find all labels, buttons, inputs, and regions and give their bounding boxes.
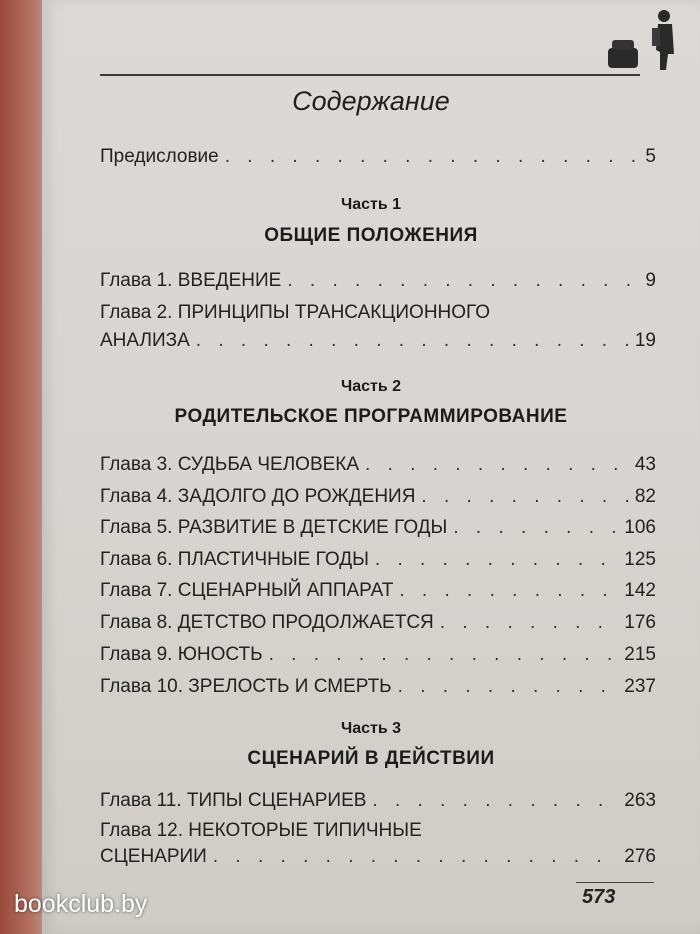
- toc-entry-label: СЦЕНАРИИ: [100, 846, 207, 867]
- toc-entry-preface: [100, 146, 656, 168]
- leader-dots: [440, 612, 619, 634]
- part-title: РОДИТЕЛЬСКОЕ ПРОГРАММИРОВАНИЕ: [174, 406, 568, 427]
- toc-entry: [100, 454, 656, 476]
- toc-entry: [100, 846, 656, 868]
- header-rule: [100, 74, 640, 76]
- leader-dots: [398, 676, 619, 698]
- page-number: 573: [582, 886, 616, 908]
- toc-entry-page: 176: [624, 612, 656, 633]
- toc-entry-page: 215: [624, 644, 656, 665]
- leader-dots: [399, 580, 618, 602]
- part-title: ОБЩИЕ ПОЛОЖЕНИЯ: [264, 225, 478, 246]
- part-label: Часть 1: [340, 196, 402, 213]
- toc-entry-label: АНАЛИЗА: [100, 330, 190, 351]
- toc-entry-label: Глава 9. ЮНОСТЬ: [100, 644, 263, 665]
- toc-entry-page: 125: [624, 549, 656, 570]
- leader-dots: [225, 146, 640, 168]
- toc-entry-label: Глава 11. ТИПЫ СЦЕНАРИЕВ: [100, 790, 367, 811]
- toc-entry-page: 9: [645, 270, 656, 291]
- folio-rule: [576, 882, 654, 883]
- toc-entry-label-line1: Глава 2. ПРИНЦИПЫ ТРАНСАКЦИОННОГО: [100, 302, 491, 323]
- toc-entry-label: Глава 4. ЗАДОЛГО ДО РОЖДЕНИЯ: [100, 486, 416, 507]
- toc-entry-label: Глава 5. РАЗВИТИЕ В ДЕТСКИЕ ГОДЫ: [100, 517, 448, 538]
- toc-entry-label-line1: Глава 12. НЕКОТОРЫЕ ТИПИЧНЫЕ: [100, 820, 422, 841]
- toc-entry-page: 106: [624, 517, 656, 538]
- part-title: СЦЕНАРИЙ В ДЕЙСТВИИ: [247, 748, 495, 769]
- leader-dots: [213, 846, 618, 868]
- leader-dots: [372, 790, 618, 812]
- toc-entry-label: Глава 7. СЦЕНАРНЫЙ АППАРАТ: [100, 580, 394, 601]
- toc-entry: [100, 517, 656, 539]
- toc-entry-page: 19: [634, 330, 656, 351]
- figure-with-chair-icon: [602, 4, 692, 74]
- page-title: Содержание: [292, 86, 450, 116]
- leader-dots: [375, 549, 618, 571]
- toc-entry-label: Глава 3. СУДЬБА ЧЕЛОВЕКА: [100, 454, 360, 475]
- toc-entry-label: Предисловие: [100, 146, 219, 167]
- toc-entry: [100, 790, 656, 812]
- toc-entry: [100, 549, 656, 571]
- toc-entry-label: Глава 1. ВВЕДЕНИЕ: [100, 270, 282, 291]
- toc-entry-label: Глава 8. ДЕТСТВО ПРОДОЛЖАЕТСЯ: [100, 612, 434, 633]
- part-label: Часть 2: [340, 378, 402, 395]
- toc-entry: [100, 486, 656, 508]
- leader-dots: [269, 644, 619, 666]
- leader-dots: [365, 454, 629, 476]
- part-label: Часть 3: [340, 720, 402, 737]
- toc-entry: [100, 270, 656, 292]
- toc-entry: [100, 580, 656, 602]
- toc-entry-page: 43: [634, 454, 656, 475]
- toc-entry-page: 5: [645, 146, 656, 167]
- toc-entry-page: 237: [624, 676, 656, 697]
- toc-entry: [100, 612, 656, 634]
- toc-entry-page: 142: [624, 580, 656, 601]
- toc-entry-page: 82: [634, 486, 656, 507]
- book-page: [42, 0, 700, 934]
- toc-entry: [100, 330, 656, 352]
- leader-dots: [453, 517, 618, 539]
- leader-dots: [421, 486, 628, 508]
- watermark: bookclub.by: [14, 890, 148, 918]
- toc-entry-label: Глава 6. ПЛАСТИЧНЫЕ ГОДЫ: [100, 549, 369, 570]
- toc-entry: [100, 644, 656, 666]
- toc-entry: [100, 676, 656, 698]
- toc-entry-page: 276: [624, 846, 656, 867]
- toc-entry-label: Глава 10. ЗРЕЛОСТЬ И СМЕРТЬ: [100, 676, 392, 697]
- leader-dots: [287, 270, 639, 292]
- toc-entry-page: 263: [624, 790, 656, 811]
- leader-dots: [196, 330, 629, 352]
